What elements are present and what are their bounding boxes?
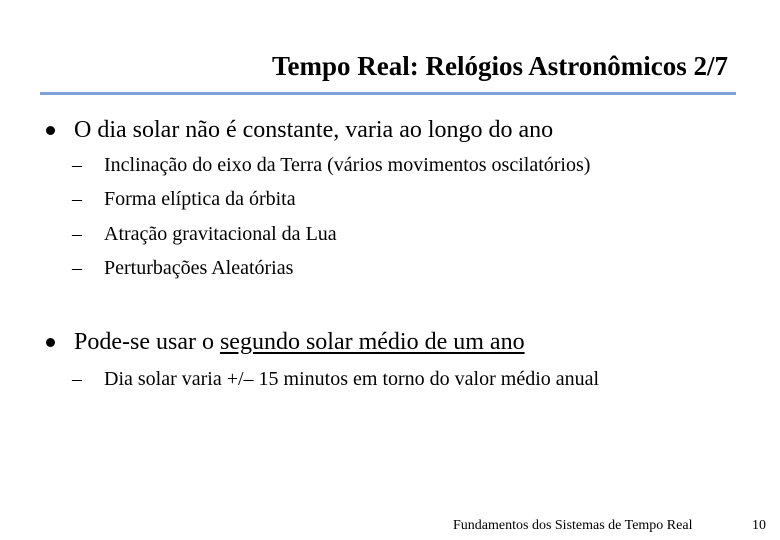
sub-item-text: Atração gravitacional da Lua [104, 223, 337, 245]
slide-title: Tempo Real: Relógios Astronômicos 2/7 [272, 51, 728, 81]
bullet-icon [46, 338, 55, 347]
dash-marker: – [72, 223, 82, 245]
bullet-text-plain: Pode-se usar o [74, 329, 220, 355]
dash-marker: – [72, 368, 82, 390]
dash-marker: – [72, 188, 82, 210]
sub-item-text: Perturbações Aleatórias [104, 257, 294, 279]
title-divider [40, 92, 736, 95]
bullet-icon [46, 126, 55, 135]
underlined-term: segundo solar médio de um ano [219, 329, 525, 355]
sub-item-text: Dia solar varia +/– 15 minutos em torno do valor médio anual [104, 368, 600, 390]
sub-item-text: Inclinação do eixo da Terra (vários movimentos oscilatórios) [104, 154, 591, 176]
footer-course-name: Fundamentos dos Sistemas de Tempo Real [453, 518, 693, 533]
dash-marker: – [72, 257, 82, 279]
page-number: 10 [752, 518, 766, 533]
bullet-text [74, 328, 525, 356]
dash-marker: – [72, 154, 82, 176]
bullet-text: O dia solar não é constante, varia ao longo do ano [74, 117, 554, 143]
sub-item-text: Forma elíptica da órbita [104, 188, 296, 210]
